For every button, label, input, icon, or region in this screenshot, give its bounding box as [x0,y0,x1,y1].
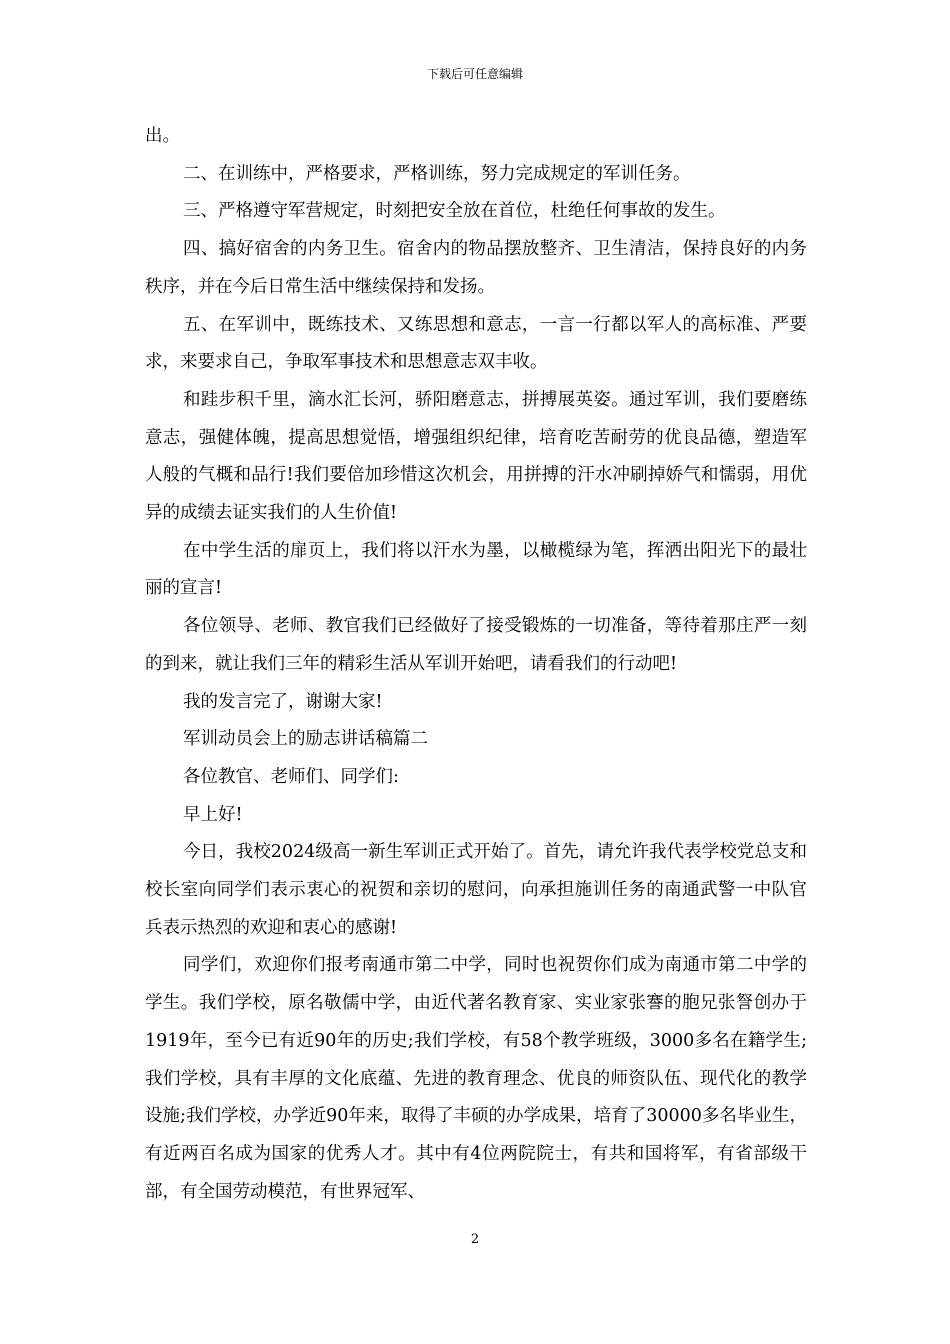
paragraph: 今日，我校2024级高一新生军训正式开始了。首先，请允许我代表学校党总支和校长室向同学们表示衷心的祝贺和亲切的慰问，向承担施训任务的南通武警一中队官兵表示热烈的欢迎和衷心的感谢! [145,842,807,938]
greeting: 早上好! [183,804,243,825]
paragraph: 三、严格遵守军营规定，时刻把安全放在首位，杜绝任何事故的发生。 [183,201,726,222]
paragraph: 同学们，欢迎你们报考南通市第二中学，同时也祝贺你们成为南通市第二中学的学生。我们学校，原名敬儒中学，由近代著名教育家、实业家张謇的胞兄张詧创办于1919年，至今已有近90年的历史;我们学校，有58个教学班级，3000多名在籍学生;我们学校，具有丰厚的文化底蕴、先进的教育理念、优良的师资队伍、现代化的教学设施;我们学校，办学近90年来，取得了丰硕的办学成果，培育了30000多名毕业生，有近两百名成为国家的优秀人才。其中有4位两院院士，有共和国将军，有省部级干部，有全国劳动模范，有世界冠军、 [145,955,807,1202]
paragraph: 四、搞好宿舍的内务卫生。宿舍内的物品摆放整齐、卫生清洁，保持良好的内务秩序，并在今后日常生活中继续保持和发扬。 [145,239,807,297]
paragraph: 出。 [145,126,180,146]
section-heading: 军训动员会上的励志讲话稿篇二 [183,729,428,750]
paragraph: 和跬步积千里，滴水汇长河，骄阳磨意志，拼搏展英姿。通过军训，我们要磨练意志，强健体魄，提高思想觉悟，增强组织纪律，培育吃苦耐劳的优良品德，塑造军人般的气概和品行!我们要倍加珍惜这次机会，用拼搏的汗水冲刷掉娇气和懦弱，用优异的成绩去证实我们的人生价值! [145,389,807,524]
paragraph: 二、在训练中，严格要求，严格训练，努力完成规定的军训任务。 [183,163,691,184]
paragraph: 在中学生活的扉页上，我们将以汗水为墨，以橄榄绿为笔，挥洒出阳光下的最壮丽的宣言! [145,540,807,599]
page-number: 2 [470,1232,480,1247]
salutation: 各位教官、老师们、同学们: [183,766,399,787]
page-header: 下载后可任意编辑 [426,67,523,81]
document-body [145,118,807,1211]
paragraph: 五、在军训中，既练技术、又练思想和意志，一言一行都以军人的高标准、严要求，来要求自己，争取军事技术和思想意志双丰收。 [145,314,807,373]
paragraph: 我的发言完了，谢谢大家! [183,691,383,712]
paragraph: 各位领导、老师、教官我们已经做好了接受锻炼的一切准备，等待着那庄严一刻的到来，就让我们三年的精彩生活从军训开始吧，请看我们的行动吧! [145,616,807,674]
